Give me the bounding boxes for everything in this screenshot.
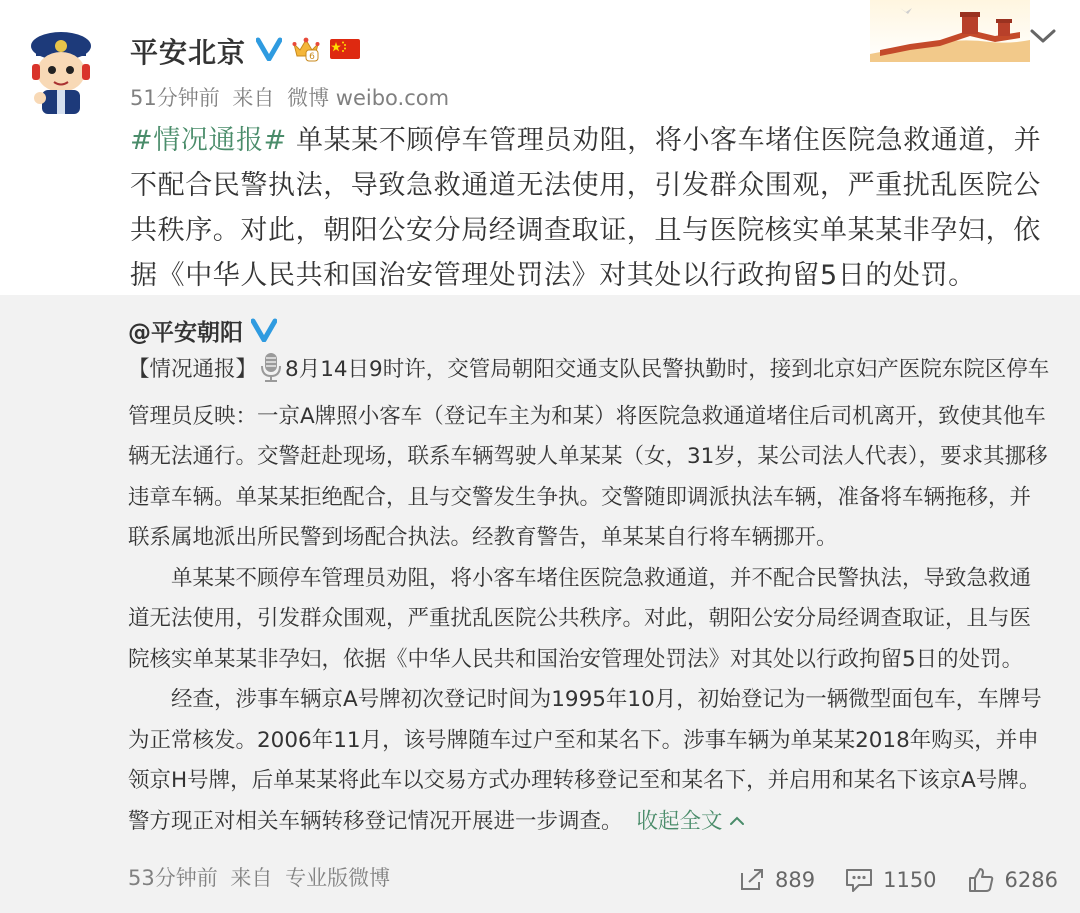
- verified-icon: [251, 318, 277, 342]
- retweet-body: [128, 350, 1052, 842]
- retweet-paragraph-2: 单某某不顾停车管理员劝阻，将小客车堵住医院急救通道，并不配合民警执法，导致急救通道无法使用，引发群众围观，严重扰乱医院公共秩序。对此，朝阳公安分局经调查取证，且与医院核实单某某非孕妇，依据《中华人民共和国治安管理处罚法》对其处以行政拘留5日的处罚。: [128, 565, 1032, 672]
- post-time[interactable]: 51分钟前: [130, 86, 220, 110]
- user-avatar[interactable]: [24, 24, 98, 116]
- post-source-prefix: 来自: [232, 86, 275, 110]
- post-source[interactable]: 微博 weibo.com: [287, 86, 450, 110]
- post-menu-chevron-button[interactable]: [1028, 26, 1058, 46]
- retweet-actions: [709, 862, 1058, 898]
- comment-button[interactable]: [845, 867, 936, 893]
- hashtag-link[interactable]: #情况通报#: [130, 125, 287, 156]
- repost-icon: [739, 867, 765, 893]
- post-text: [130, 118, 1054, 298]
- comment-icon: [845, 867, 873, 893]
- retweet-source-prefix: 来自: [230, 866, 273, 890]
- svg-text:6: 6: [309, 52, 315, 62]
- comment-count: 1150: [883, 868, 937, 892]
- post-meta: [130, 82, 455, 112]
- retweet-user-link[interactable]: [128, 313, 277, 347]
- repost-button[interactable]: [739, 867, 815, 893]
- collapse-label[interactable]: 收起全文: [636, 808, 723, 834]
- chevron-down-icon: [1028, 26, 1058, 46]
- like-count: 6286: [1004, 868, 1058, 892]
- great-wall-banner-icon: [870, 0, 1030, 62]
- user-name[interactable]: 平安北京: [130, 36, 247, 69]
- microphone-icon: [261, 352, 281, 397]
- post-body: 单某某不顾停车管理员劝阻，将小客车堵住医院急救通道，并不配合民警执法，导致急救通道无法使用，引发群众围观，严重扰乱医院公共秩序。对此，朝阳公安分局经调查取证，且与医院核实单某某非孕妇，依据《中华人民共和国治安管理处罚法》对其处以行政拘留5日的处罚。: [130, 125, 1042, 291]
- retweet-user-name[interactable]: @平安朝阳: [128, 319, 243, 346]
- retweet-paragraph-3: [128, 680, 1052, 842]
- great-wall-banner: [870, 0, 1030, 62]
- china-flag-icon: [330, 37, 360, 65]
- verified-icon: [256, 37, 282, 65]
- like-button[interactable]: [967, 866, 1058, 894]
- collapse-full-text-link[interactable]: [637, 809, 745, 834]
- retweet-paragraph-1-text: 8月14日9时许，交管局朝阳交通支队民警执勤时，接到北京妇产医院东院区停车管理员反映：一京A牌照小客车（登记车主为和某）将医院急救通道堵住后司机离开，致使其他车辆无法通行。交警赶赴现场，联系车辆驾驶人单某某（女，31岁，某公司法人代表），要求其挪移违章车辆。单某某拒绝配合，且与交警发生争执。交警随即调派执法车辆，准备将车辆拖移，并联系属地派出所民警到场配合执法。经教育警告，单某某自行将车辆挪开。: [128, 357, 1050, 550]
- repost-count: 889: [775, 868, 816, 892]
- retweet-time[interactable]: 53分钟前: [128, 866, 218, 890]
- chevron-up-icon: [729, 816, 745, 826]
- vip-crown-icon[interactable]: [292, 36, 320, 66]
- retweet-source[interactable]: 专业版微博: [285, 866, 391, 890]
- user-name-row: [130, 30, 360, 72]
- police-cartoon-avatar-icon: [24, 24, 98, 116]
- retweet-paragraph-3-text: 经查，涉事车辆京A号牌初次登记时间为1995年10月，初始登记为一辆微型面包车，车牌号为正常核发。2006年11月，该号牌随车过户至和某名下。涉事车辆为单某某2018年购买，并申领京H号牌，后单某某将此车以交易方式办理转移登记至和某名下，并启用和某名下该京A号牌。警方现正对相关车辆转移登记情况开展进一步调查。: [128, 687, 1042, 834]
- retweet-paragraph-1: [128, 350, 1052, 559]
- retweet-tag: 【情况通报】: [128, 357, 258, 382]
- thumbs-up-icon: [967, 866, 995, 894]
- retweet-meta: [128, 862, 396, 892]
